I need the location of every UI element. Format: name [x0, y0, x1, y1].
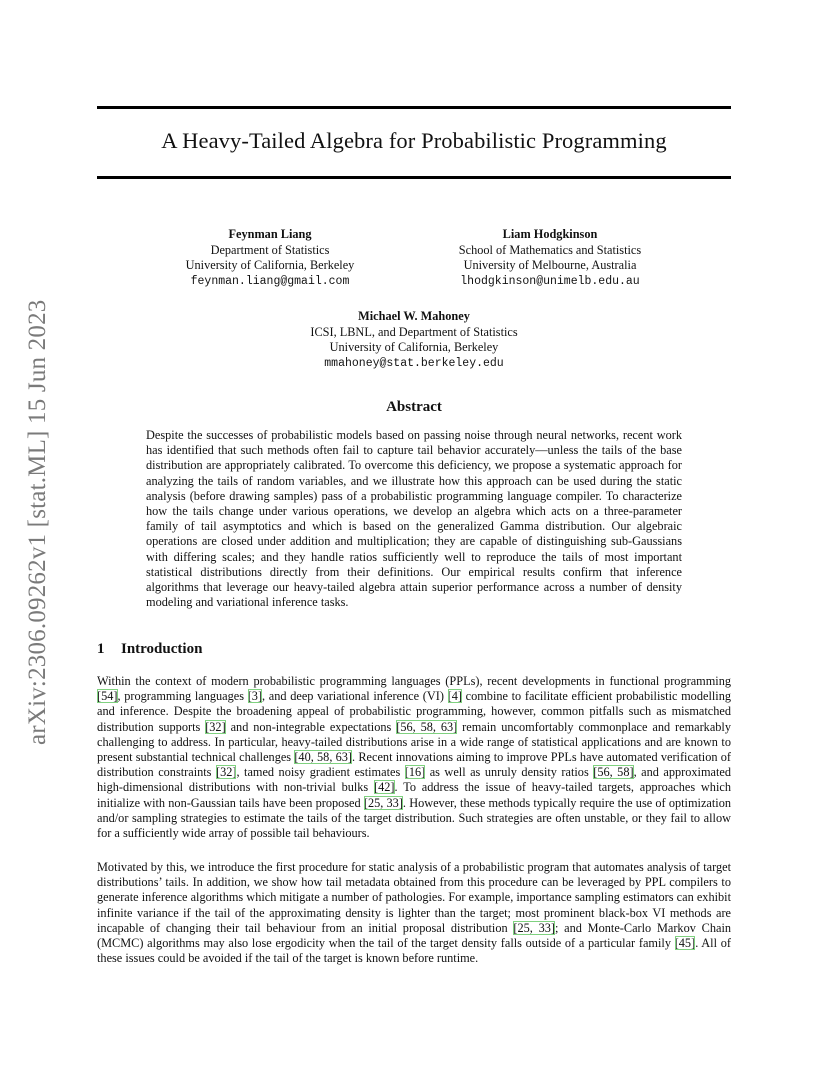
- abstract-heading: Abstract: [386, 399, 442, 415]
- section-number: 1: [97, 641, 105, 657]
- title-rule-bottom: [97, 176, 731, 179]
- author-department: Department of Statistics: [210, 242, 330, 257]
- author-email: feynman.liang@gmail.com: [190, 274, 350, 288]
- paragraph-text: , programming languages: [117, 689, 248, 704]
- abstract-text: Despite the successes of probabilistic models based on passing noise through neural networks, recent work has identified that such methods often fail to capture tail behavior accurately—unless the tails of the base distribution are appropriately calibrated. To overcome this deficiency, we propose a systematic approach for analyzing the tails of random variables, and we illustrate how this approach can be used during the static analysis (before drawing samples) pass of a probabilistic programming language compiler. To characterize how the tails change under various operations, we develop an algebra which acts on a three-parameter family of tail asymptotics and which is based on the generalized Gamma distribution. Our algebraic operations are closed under addition and multiplication; they are capable of distinguishing sub-Gaussians with differing scales; and they handle ratios sufficiently well to reproduce the tails of most important statistical distributions directly from their definitions. Our empirical results confirm that inference algorithms that leverage our heavy-tailed algebra attain superior performance across a number of density modeling and variational inference tasks.: [146, 428, 682, 610]
- paragraph-text: , and approximated high-dimensional distributions with non-trivial bulks: [97, 765, 732, 795]
- paragraph-text: combine to facilitate efficient probabilistic modelling and inference. Despite the broadening appeal of probabilistic programming, however, common pitfalls such as mismatched distribution supports: [97, 689, 731, 734]
- citation-link[interactable]: [4]: [447, 689, 462, 704]
- author-department: ICSI, LBNL, and Department of Statistics: [310, 324, 518, 339]
- author-email: mmahoney@stat.berkeley.edu: [324, 356, 504, 370]
- citation-link[interactable]: [32]: [215, 765, 237, 780]
- author-name: Feynman Liang: [228, 227, 312, 241]
- author-institution: University of Melbourne, Australia: [463, 258, 637, 273]
- paragraph-text: as well as unruly density ratios: [425, 765, 594, 780]
- paragraph-text: ; and Monte-Carlo Markov Chain (MCMC) algorithms may also lose ergodicity when the tail of the target density falls outside of a particular family: [97, 920, 732, 951]
- citation-link[interactable]: [56, 58]: [593, 765, 634, 780]
- body-paragraph: [97, 860, 731, 966]
- paragraph-text: , and deep variational inference (VI): [262, 689, 448, 704]
- citation-link[interactable]: [40, 58, 63]: [294, 750, 353, 765]
- title-rule-top: [97, 106, 731, 109]
- section-title: Introduction: [121, 641, 203, 657]
- author-block: [264, 309, 564, 371]
- author-department: School of Mathematics and Statistics: [458, 242, 642, 257]
- citation-link[interactable]: [3]: [247, 689, 263, 704]
- section-heading: [97, 641, 202, 658]
- paragraph-text: . All of these issues could be avoided if the tail of the target is known before runtime.: [97, 936, 731, 966]
- author-name: Liam Hodgkinson: [502, 227, 598, 241]
- paragraph-text: Within the context of modern probabilistic programming languages (PPLs), recent developments in functional programming: [97, 674, 731, 688]
- paragraph-text: . To address the issue of heavy-tailed targets, approaches which initialize with non-Gaussian tails have been proposed: [97, 780, 731, 810]
- author-institution: University of California, Berkeley: [329, 340, 499, 355]
- author-name: Michael W. Mahoney: [358, 309, 470, 323]
- author-block: [440, 227, 660, 289]
- paragraph-text: . Recent innovations aiming to improve PPLs have automated verification of distribution constraints: [97, 750, 731, 780]
- paragraph-text: . However, these methods typically require the use of optimization and/or sampling strategies to estimate the tails of the target distribution. Such strategies are often unstable, or they fail to allow for a sufficiently wide array of possible tail behaviours.: [97, 795, 731, 841]
- arxiv-identifier: arXiv:2306.09262v1 [stat.ML] 15 Jun 2023: [24, 299, 51, 745]
- citation-link[interactable]: [54]: [97, 689, 118, 704]
- author-email: lhodgkinson@unimelb.edu.au: [460, 274, 640, 288]
- citation-link[interactable]: [45]: [674, 936, 696, 951]
- citation-link[interactable]: [42]: [374, 780, 395, 795]
- paragraph-text: and non-integrable expectations: [225, 719, 397, 734]
- citation-link[interactable]: [56, 58, 63]: [396, 719, 458, 734]
- paper-title: A Heavy-Tailed Algebra for Probabilistic Programming: [161, 128, 667, 153]
- citation-link[interactable]: [32]: [205, 719, 226, 734]
- citation-link[interactable]: [25, 33]: [513, 920, 555, 935]
- author-block: [160, 227, 380, 289]
- paragraph-text: remain uncomfortably commonplace and remarkably challenging to address. In particular, heavy-tailed distributions arise in a wide range of statistical applications and are known to present substantial technical challenges: [97, 719, 732, 765]
- body-paragraph: [97, 674, 731, 841]
- citation-link[interactable]: [16]: [404, 765, 426, 780]
- author-institution: University of California, Berkeley: [185, 258, 355, 273]
- citation-link[interactable]: [25, 33]: [363, 795, 403, 810]
- paragraph-text: , tamed noisy gradient estimates: [236, 765, 405, 780]
- paragraph-text: Motivated by this, we introduce the first procedure for static analysis of a probabilistic program that automates analysis of target distributions’ tails. In addition, we show how tail metadata obtained from this procedure can be leveraged by PPL compilers to generate inference algorithms which mitigate a number of pathologies. For example, importance sampling estimators can exhibit infinite variance if the tail of the approximating density is lighter than the target; most prominent black-box VI methods are incapable of changing their tail behaviour from an initial proposal distribution: [97, 860, 731, 935]
